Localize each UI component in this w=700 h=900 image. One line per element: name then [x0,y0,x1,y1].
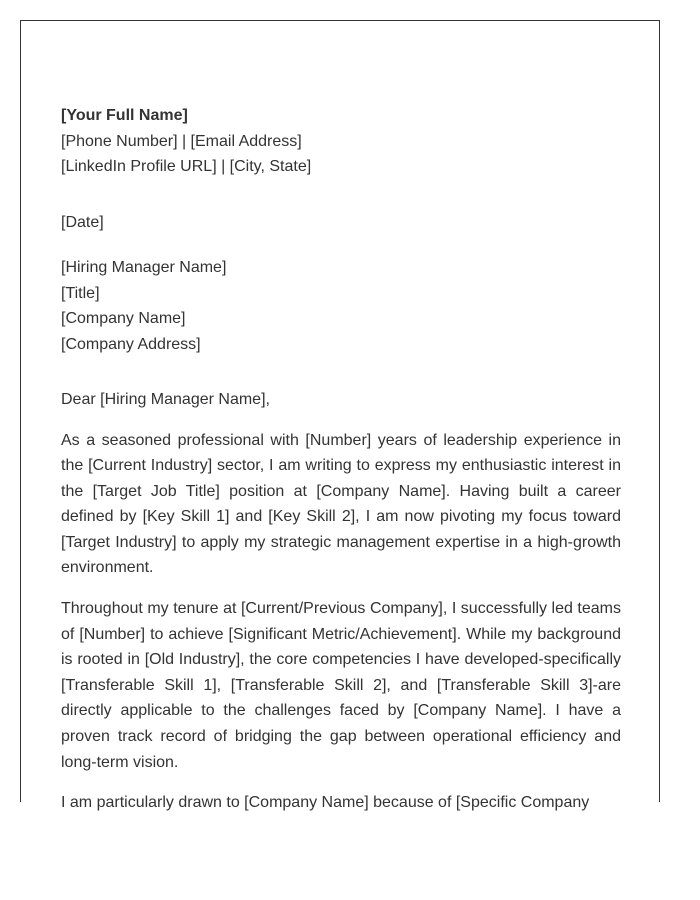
recipient-name: [Hiring Manager Name] [61,259,227,276]
recipient-company: [Company Name] [61,310,186,327]
sender-location: [LinkedIn Profile URL] | [City, State] [61,158,312,175]
paragraph-3: I am particularly drawn to [Company Name] because of [Specific Company [61,794,590,812]
cover-letter-body [61,103,621,816]
paragraph-1: As a seasoned professional with [Number] years of leadership experience in the [Current Industry] sector, I am writing to express my enthusiastic interest in the [Target Job Title] position at [Company Name]. Having built a career defined by [Key Skill 1] and [Key Skill 2], I am now pivoting my focus toward [Target Industry] to apply my strategic management expertise in a high-growth environment. [61,431,621,577]
document-page [20,20,660,812]
salutation: Dear [Hiring Manager Name], [61,391,270,408]
sender-header [61,103,621,180]
recipient-block [61,255,621,357]
letter-date: [Date] [61,213,104,231]
recipient-address: [Company Address] [61,335,201,353]
paragraph-2: Throughout my tenure at [Current/Previous Company], I successfully led teams of [Number] to achieve [Significant Metric/Achievement]. While my background is rooted in [Old Industry], the core competencies I have developed-specifically [Transferable Skill 1], [Transferable Skill 2], and [Transferable Skill 3]-are directly applicable to the challenges faced by [Company Name]. I have a proven track record of bridging the gap between operational efficiency and long-term vision. [61,600,621,771]
sender-contact: [Phone Number] | [Email Address] [61,132,302,150]
recipient-title: [Title] [61,284,100,302]
sender-name: [Your Full Name] [61,107,188,124]
